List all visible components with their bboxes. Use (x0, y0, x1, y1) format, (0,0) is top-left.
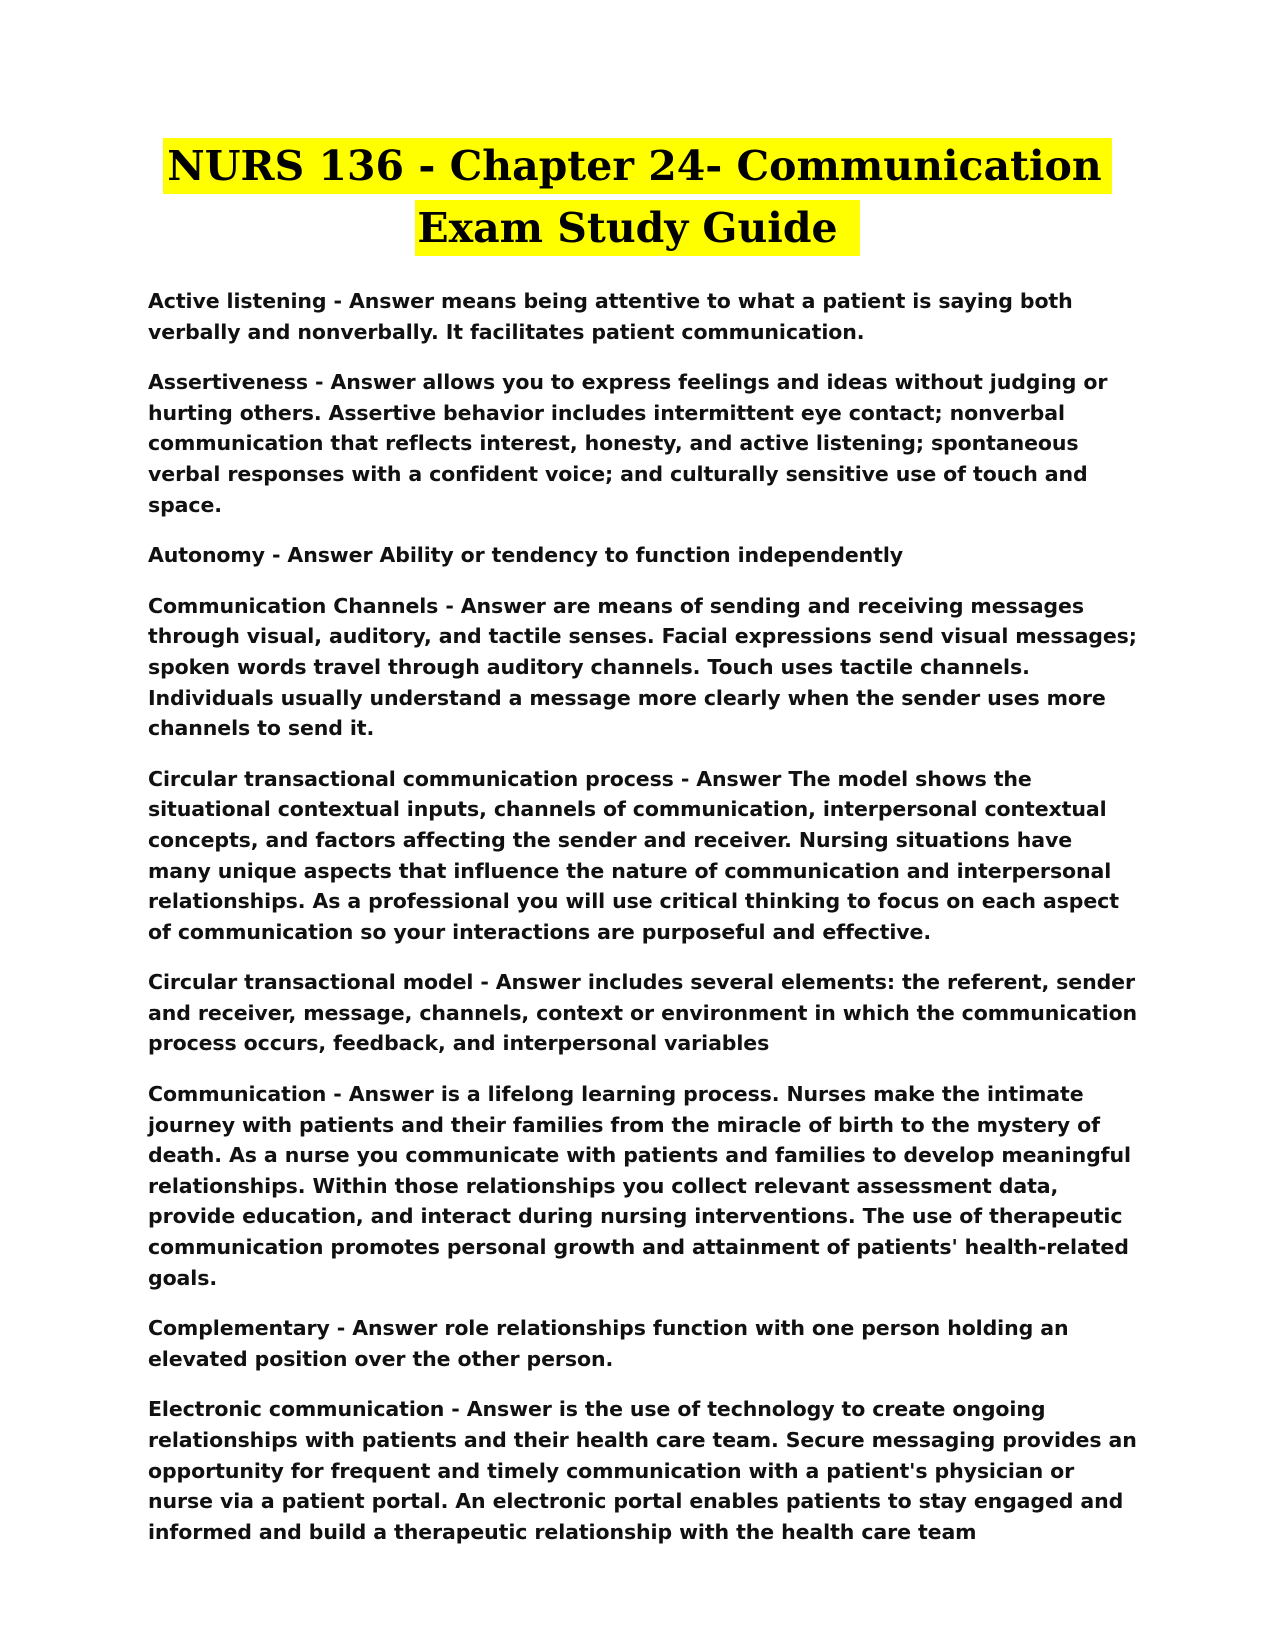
glossary-entry (148, 367, 1138, 520)
entry-definition: is the use of technology to create ongoing relationships with patients and their health care team. Secure messaging provides an opportunity for frequent and timely communication with a patient's physician or nurse via a patient portal. An electronic portal enables patients to stay engaged and informed and build a therapeutic relationship with the health care team (148, 1397, 1137, 1544)
glossary-entry (148, 764, 1138, 948)
entry-term: Circular transactional model (148, 970, 474, 995)
entry-term: Autonomy (148, 543, 265, 568)
title-line-1: NURS 136 - Chapter 24- Communication (163, 138, 1111, 194)
entry-term: Communication (148, 1082, 327, 1107)
entry-definition: are means of sending and receiving messages through visual, auditory, and tactile senses. Facial expressions send visual messages; spoken words travel through auditory channels. Touch uses tactile channels. Individuals usually understand a message more clearly when the sender uses more channels to send it. (148, 593, 1137, 741)
entry-term: Electronic communication (148, 1397, 445, 1422)
entry-definition: means being attentive to what a patient is saying both verbally and nonverbally. It facilitates patient communication. (148, 289, 1073, 344)
glossary-entry (148, 286, 1138, 347)
entry-term: Communication Channels (148, 593, 439, 618)
entry-definition: Ability or tendency to function independently (379, 543, 904, 568)
glossary-entry (148, 540, 1138, 571)
entry-term: Complementary (148, 1316, 330, 1341)
entry-separator: - Answer (326, 1082, 441, 1107)
glossary-entry (148, 1313, 1138, 1374)
entry-definition: includes several elements: the referent, sender and receiver, message, channels, context or environment in which the communication process occurs, feedback, and interpersonal variables (148, 970, 1138, 1056)
entry-definition: is a lifelong learning process. Nurses make the intimate journey with patients and their families from the miracle of birth to the mystery of death. As a nurse you communicate with patients and families to develop meaningful relationships. Within those relationships you collect relevant assessment data, provide education, and interact during nursing interventions. The use of therapeutic communication promotes personal growth and attainment of patients' health-related goals. (148, 1082, 1131, 1290)
entry-separator: - Answer (444, 1397, 559, 1422)
entry-term: Active listening (148, 289, 327, 313)
entry-separator: - Answer (326, 289, 442, 313)
entry-separator: - Answer (438, 593, 553, 618)
title-line-2: Exam Study Guide (415, 200, 859, 256)
glossary-entry (148, 591, 1138, 744)
glossary-entry (148, 967, 1138, 1059)
title-block (0, 138, 1275, 256)
glossary-entries (148, 286, 1138, 1567)
entry-definition: The model shows the situational contextual inputs, channels of communication, interpersonal contextual concepts, and factors affecting the sender and receiver. Nursing situations have many unique aspects that influence the nature of communication and interpersonal relationships. As a professional you will use critical thinking to focus on each aspect of communication so your interactions are purposeful and effective. (148, 766, 1119, 944)
entry-separator: - Answer (264, 543, 380, 568)
entry-separator: - Answer (329, 1316, 445, 1341)
entry-separator: - Answer (673, 766, 789, 791)
entry-term: Assertiveness (148, 370, 308, 395)
glossary-entry (148, 1394, 1138, 1547)
entry-definition: role relationships function with one person holding an elevated position over the other person. (148, 1316, 1069, 1371)
entry-separator: - Answer (473, 970, 588, 995)
entry-separator: - Answer (307, 370, 423, 395)
entry-term: Circular transactional communication process (148, 766, 674, 791)
glossary-entry (148, 1079, 1138, 1293)
entry-definition: allows you to express feelings and ideas without judging or hurting others. Assertive behavior includes intermittent eye contact; nonverbal communication that reflects interest, honesty, and active listening; spontaneous verbal responses with a confident voice; and culturally sensitive use of touch and space. (148, 370, 1108, 517)
